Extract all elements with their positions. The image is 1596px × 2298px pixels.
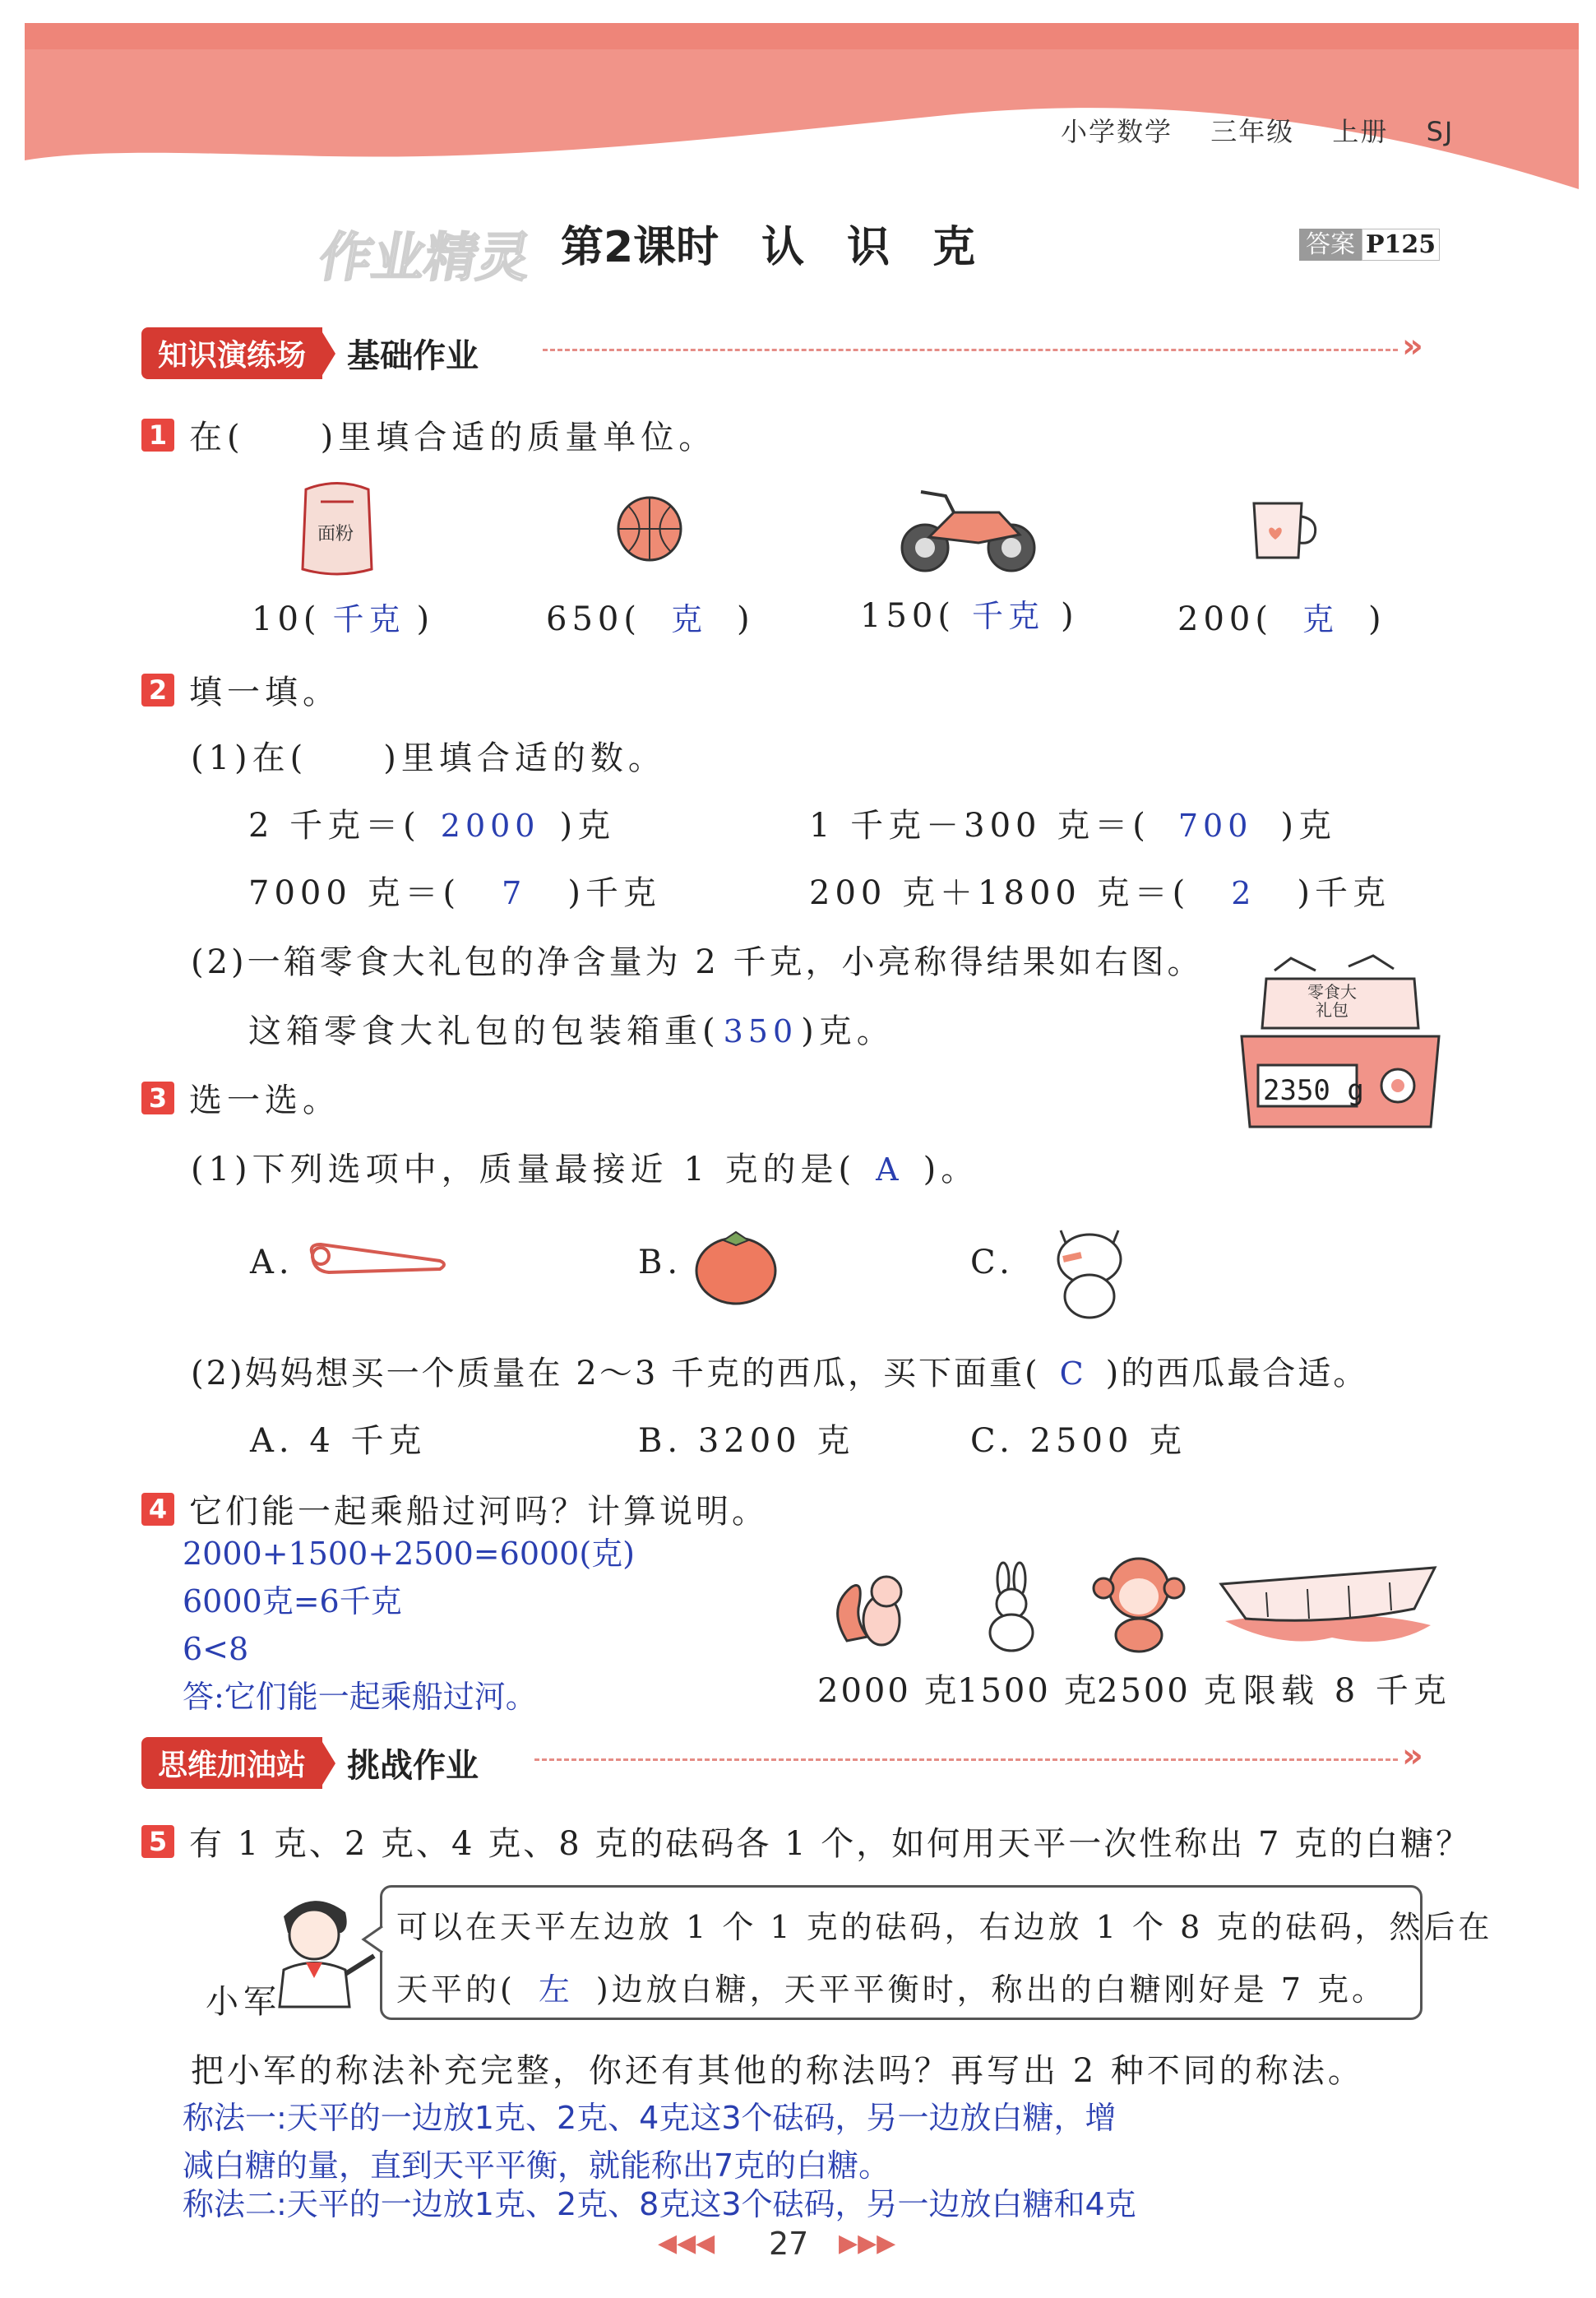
question-prompt: 它们能一起乘船过河吗？计算说明。 (189, 1493, 768, 1531)
page-number: 27 (769, 2226, 809, 2262)
q2-eq4-answer[interactable]: 2 (1231, 875, 1256, 911)
eq-text: 1 千克－300 克＝( (809, 807, 1150, 845)
boat-limit: 限载 8 千克 (1243, 1672, 1451, 1710)
question-number: 2 (141, 674, 174, 707)
q1-blank-2 (546, 594, 755, 639)
q3-sub1-answer[interactable]: A (876, 1151, 904, 1188)
weight-monkey: 2500 克 (1097, 1672, 1239, 1710)
q2-eq-2 (809, 799, 1336, 846)
work-line: 2000+1500+2500=6000(克) (183, 1536, 635, 1572)
snack-box-label: 零食大礼包 (1307, 982, 1357, 1020)
safety-pin-icon (304, 1238, 452, 1287)
squirrel-icon (830, 1563, 913, 1653)
eq-text: (1)下列选项中，质量最接近 1 克的是( (191, 1151, 857, 1188)
footer-left-arrows-icon: ◀◀◀ (658, 2229, 715, 2258)
eq-text: )千克 (1297, 874, 1390, 912)
q1-value-3: 150( (860, 597, 955, 635)
scale-display: 2350 g (1263, 1074, 1364, 1107)
eq-text: 天平的( (396, 1971, 516, 2008)
q5-instruction: 把小军的称法补充完整，你还有其他的称法吗？再写出 2 种不同的称法。 (191, 2052, 1364, 2090)
eq-text: 2 千克＝( (248, 807, 421, 845)
question-3 (141, 1074, 340, 1121)
eq-text: (2)妈妈想买一个质量在 2～3 千克的西瓜，买下面重( (191, 1355, 1040, 1392)
q3-option-a[interactable]: A. 4 千克 (250, 1422, 427, 1460)
option-a-letter[interactable]: A. (250, 1244, 294, 1281)
q5-answer-clipped (183, 2186, 1334, 2222)
watermark-logo: 作业精灵 (314, 228, 536, 289)
question-2 (141, 666, 340, 713)
q2-eq2-answer[interactable]: 700 (1177, 808, 1253, 844)
question-number: 5 (141, 1825, 174, 1858)
motorcycle-icon (896, 475, 1036, 574)
q1-close-4: ) (1367, 600, 1386, 638)
q5-bubble-answer[interactable]: 左 (538, 1971, 573, 2008)
eq-text: )克 (559, 807, 616, 845)
work-line: 答:它们能一起乘船过河。 (183, 1679, 537, 1715)
q1-blank-4 (1177, 594, 1386, 639)
answer-line: 称法一:天平的一边放1克、2克、4克这3个砝码，另一边放白糖，增 (183, 2100, 1117, 2136)
question-number: 1 (141, 419, 174, 452)
answer-line: 减白糖的量，直到天平平衡，就能称出7克的白糖。 (183, 2147, 891, 2184)
q3-sub1 (191, 1143, 978, 1190)
q3-sub2-answer[interactable]: C (1059, 1355, 1086, 1392)
rabbit-icon (974, 1563, 1048, 1653)
tag-arrow-icon (322, 332, 335, 375)
q2-sub2-line2 (248, 1005, 895, 1052)
double-chevron-icon: » (1402, 327, 1423, 365)
q1-value-4: 200( (1177, 600, 1273, 638)
weight-rabbit: 1500 克 (957, 1672, 1099, 1710)
q5-answers[interactable] (183, 2094, 1117, 2189)
option-b-letter[interactable]: B. (638, 1244, 683, 1281)
header-banner (0, 0, 1596, 197)
eq-text: 7000 克＝( (248, 874, 461, 912)
q1-blank-1 (252, 594, 434, 639)
eq-text: 200 克＋1800 克＝( (809, 874, 1191, 912)
question-number: 3 (141, 1082, 174, 1114)
question-1 (141, 411, 716, 458)
eq-text: )边放白糖，天平平衡时，称出的白糖刚好是 7 克。 (595, 1971, 1387, 2008)
boat-icon (1217, 1559, 1439, 1650)
cup-icon (1246, 493, 1320, 563)
q1-close-3: ) (1060, 597, 1079, 635)
series-name: 小学数学 (1061, 116, 1173, 147)
section-divider (543, 349, 1398, 351)
question-5 (141, 1818, 1471, 1865)
flour-label: 面粉 (317, 524, 354, 544)
q1-answer-3[interactable]: 千克 (971, 598, 1044, 634)
q3-sub2 (191, 1347, 1368, 1394)
double-chevron-icon: » (1402, 1737, 1423, 1775)
q3-option-c[interactable]: C. 2500 克 (970, 1422, 1187, 1460)
answer-page: P125 (1362, 229, 1440, 261)
bubble-line-1: 可以在天平左边放 1 个 1 克的砝码，右边放 1 个 8 克的砝码，然后在 (396, 1909, 1493, 1945)
bubble-tail-icon (362, 1925, 383, 1954)
q2-sub2: (2)一箱零食大礼包的净含量为 2 千克，小亮称得结果如右图。 (191, 943, 1204, 981)
speaker-name: 小军 (206, 1983, 281, 2021)
section-header-challenge (141, 1737, 479, 1789)
eq-text: 这箱零食大礼包的包装箱重( (248, 1012, 720, 1050)
cat-icon (1040, 1214, 1139, 1321)
question-prompt: 填一填。 (189, 674, 340, 711)
q3-option-b[interactable]: B. 3200 克 (638, 1422, 855, 1460)
q1-value-2: 650( (546, 600, 641, 638)
volume-label: 上册 (1332, 116, 1389, 147)
section-divider (534, 1758, 1398, 1761)
bubble-line-2 (396, 1964, 1386, 2009)
q1-blank-3 (860, 591, 1079, 636)
tag-arrow-icon (322, 1742, 335, 1785)
section-header-basic (141, 327, 479, 379)
basketball-icon (613, 492, 687, 566)
grade-label: 三年级 (1210, 116, 1295, 147)
question-number: 4 (141, 1493, 174, 1526)
question-4 (141, 1485, 768, 1532)
monkey-icon (1085, 1551, 1200, 1654)
tomato-icon (691, 1225, 781, 1308)
q2-eq-3 (248, 867, 661, 914)
option-c-letter[interactable]: C. (970, 1244, 1015, 1281)
question-prompt: 在( )里填合适的质量单位。 (189, 419, 717, 456)
q1-answer-4[interactable]: 克 (1302, 601, 1339, 637)
section-tag: 知识演练场 (141, 327, 322, 379)
q2-sub2-answer[interactable]: 350 (723, 1013, 798, 1049)
q1-close-2: ) (736, 600, 755, 638)
eq-text: )的西瓜最合适。 (1105, 1355, 1369, 1392)
work-line: 6000克=6千克 (183, 1583, 402, 1619)
page-title: 第2课时 认 识 克 (561, 223, 976, 272)
q1-close-1: ) (416, 600, 435, 638)
q1-value-1: 10( (252, 600, 322, 638)
footer-right-arrows-icon: ▶▶▶ (839, 2229, 896, 2258)
q2-sub1: (1)在( )里填合适的数。 (191, 739, 666, 777)
eq-text: )。 (923, 1151, 979, 1188)
q2-eq1-answer[interactable]: 2000 (440, 808, 540, 844)
section-subtitle: 挑战作业 (347, 1747, 479, 1785)
scale-illustration (1242, 954, 1439, 1135)
q1-answer-1[interactable]: 千克 (332, 601, 405, 637)
answer-reference (1299, 224, 1440, 260)
work-line: 6<8 (183, 1631, 249, 1667)
section-subtitle: 基础作业 (347, 337, 479, 375)
q2-eq-4 (809, 867, 1390, 914)
eq-text: )千克 (567, 874, 661, 912)
series-header (1061, 111, 1454, 149)
eq-text: )克。 (801, 1012, 895, 1050)
q4-work[interactable] (183, 1530, 635, 1721)
q2-eq3-answer[interactable]: 7 (502, 875, 527, 911)
section-tag: 思维加油站 (141, 1737, 322, 1789)
edition-label: SJ (1426, 116, 1455, 147)
eq-text: )克 (1280, 807, 1336, 845)
answer-label: 答案 (1299, 229, 1362, 261)
q2-eq-1 (248, 799, 615, 846)
question-prompt: 选一选。 (189, 1082, 340, 1119)
weight-squirrel: 2000 克 (817, 1672, 960, 1710)
answer-line: 称法二:天平的一边放1克、2克、8克这3个砝码，另一边放白糖和4克 (183, 2186, 1136, 2222)
q1-answer-2[interactable]: 克 (670, 601, 707, 637)
question-prompt: 有 1 克、2 克、4 克、8 克的砝码各 1 个，如何用天平一次性称出 7 克的白糖？ (189, 1825, 1472, 1863)
